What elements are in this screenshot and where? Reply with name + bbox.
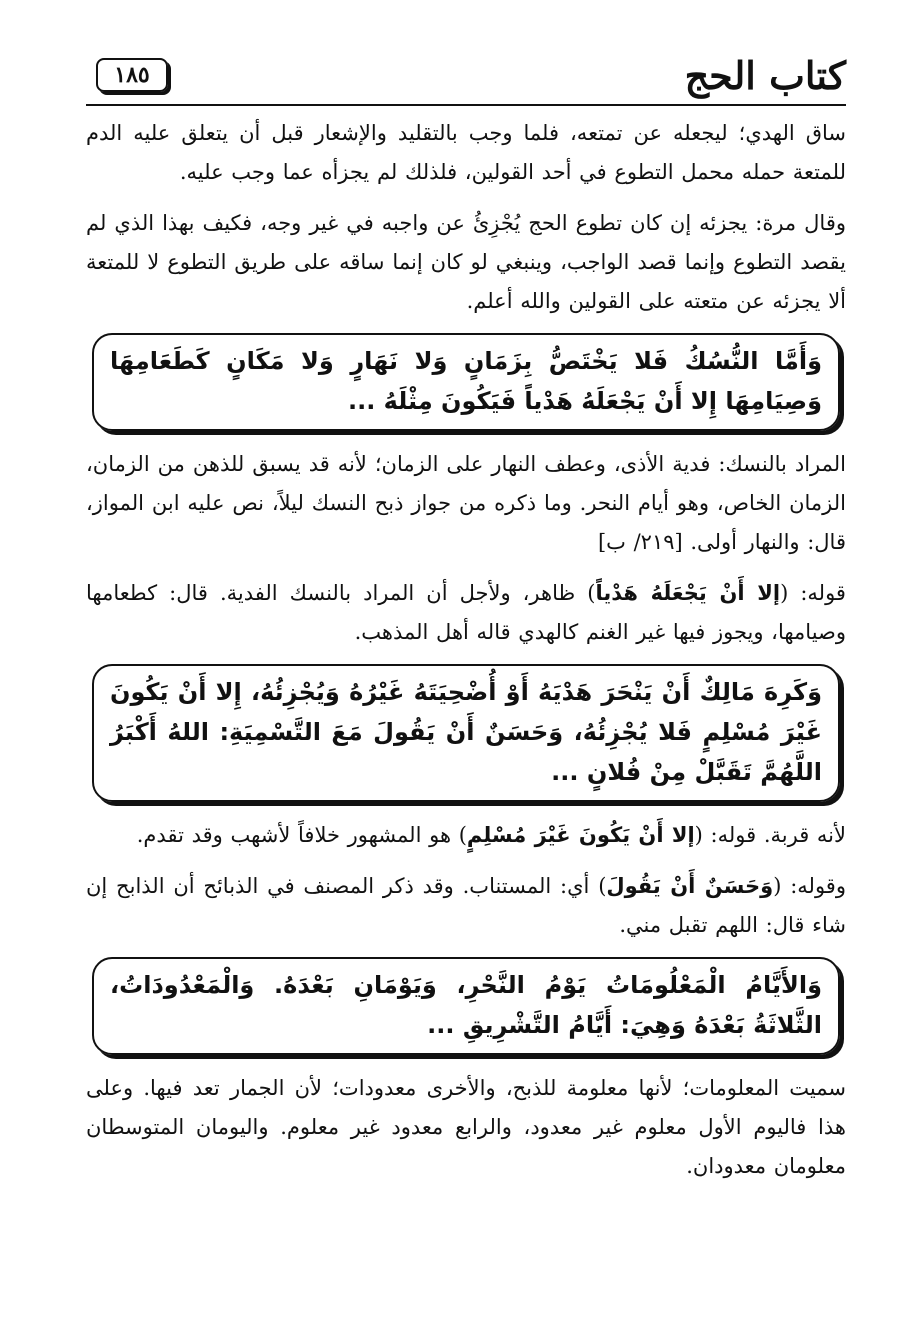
matn-quote: إلا أَنْ يَجْعَلَهُ هَدْياً [595,581,781,605]
matn-quote: وَحَسَنٌ أَنْ يَقُولَ [606,874,774,898]
matn-box [92,333,840,431]
book-page [86,48,846,1288]
commentary-paragraph [86,574,846,652]
page-number: ١٨٥ [96,58,168,92]
commentary-paragraph: سميت المعلومات؛ لأنها معلومة للذبح، والأخرى معدودات؛ لأن الجمار تعد فيها. وعلى هذا فاليوم الأول معلوم غير معدود، والرابع معدود غير معلوم. واليومان المتوسطان معلومان معدودان. [86,1076,846,1178]
commentary-paragraph: المراد بالنسك: فدية الأذى، وعطف النهار على الزمان؛ لأنه قد يسبق للذهن من الزمان، الزمان الخاص، وهو أيام النحر. وما ذكره من جواز ذبح النسك ليلاً، نص عليه ابن المواز، قال: والنهار أولى. [٢١٩/ ب] [86,452,846,554]
matn-text: وَالأَيَّامُ الْمَعْلُومَاتُ يَوْمُ النَّحْرِ، وَيَوْمَانِ بَعْدَهُ. وَالْمَعْدُودَاتُ، الثَّلاثَةُ بَعْدَهُ وَهِيَ: أَيَّامُ التَّشْرِيقِ ... [110,971,822,1039]
commentary-paragraph: وقال مرة: يجزئه إن كان تطوع الحج يُجْزِئُ عن واجبه في غير وجه، فكيف بهذا الذي لم يقصد التطوع وإنما قصد الواجب، وينبغي لو كان إنما ساقه على طريق التطوع لا للمتعة ألا يجزئه عن متعته على القولين والله أعلم. [86,211,846,313]
commentary-paragraph: ساق الهدي؛ ليجعله عن تمتعه، فلما وجب بالتقليد والإشعار قبل أن يتعلق عليه الدم للمتعة حمله محمل التطوع في أحد القولين، فلذلك لم يجزأه عما وجب عليه. [86,121,846,184]
matn-box [92,664,840,802]
quote-suffix: ) أي: المستناب. وقد ذكر المصنف في الذبائح أن الذابح إن شاء قال: اللهم تقبل مني. [86,874,846,937]
matn-text: وَكَرِهَ مَالِكٌ أَنْ يَنْحَرَ هَدْيَهُ أَوْ أُضْحِيَتَهُ غَيْرُهُ وَيُجْزِئُهُ، إِلا أَنْ يَكُونَ غَيْرَ مُسْلِمٍ فَلا يُجْزِئُهُ، وَحَسَنٌ أَنْ يَقُولَ مَعَ التَّسْمِيَةِ: اللهُ أَكْبَرُ اللَّهُمَّ تَقَبَّلْ مِنْ فُلانٍ ... [110,678,822,786]
quote-prefix: قوله: ( [780,581,846,605]
page-body [86,114,846,1198]
matn-text: وَأَمَّا النُّسُكُ فَلا يَخْتَصُّ بِزَمَانٍ وَلا نَهَارٍ وَلا مَكَانٍ كَطَعَامِهَا وَصِيَامِهَا إِلا أَنْ يَجْعَلَهُ هَدْياً فَيَكُونَ مِثْلَهُ ... [110,347,822,415]
matn-quote: إلا أَنْ يَكُونَ غَيْرَ مُسْلِمٍ [466,823,695,847]
commentary-paragraph [86,816,846,855]
quote-suffix: ) هو المشهور خلافاً لأشهب وقد تقدم. [136,823,467,847]
quote-prefix: وقوله: ( [773,874,846,898]
book-title: كتاب الحج [684,53,846,98]
page-header [86,48,846,106]
quote-prefix: لأنه قربة. قوله: ( [694,823,846,847]
quote-suffix: ) ظاهر، ولأجل أن المراد بالنسك الفدية. قال: كطعامها وصيامها، ويجوز فيها غير الغنم كالهدي قاله أهل المذهب. [86,581,846,644]
matn-box [92,957,840,1055]
commentary-paragraph [86,867,846,945]
